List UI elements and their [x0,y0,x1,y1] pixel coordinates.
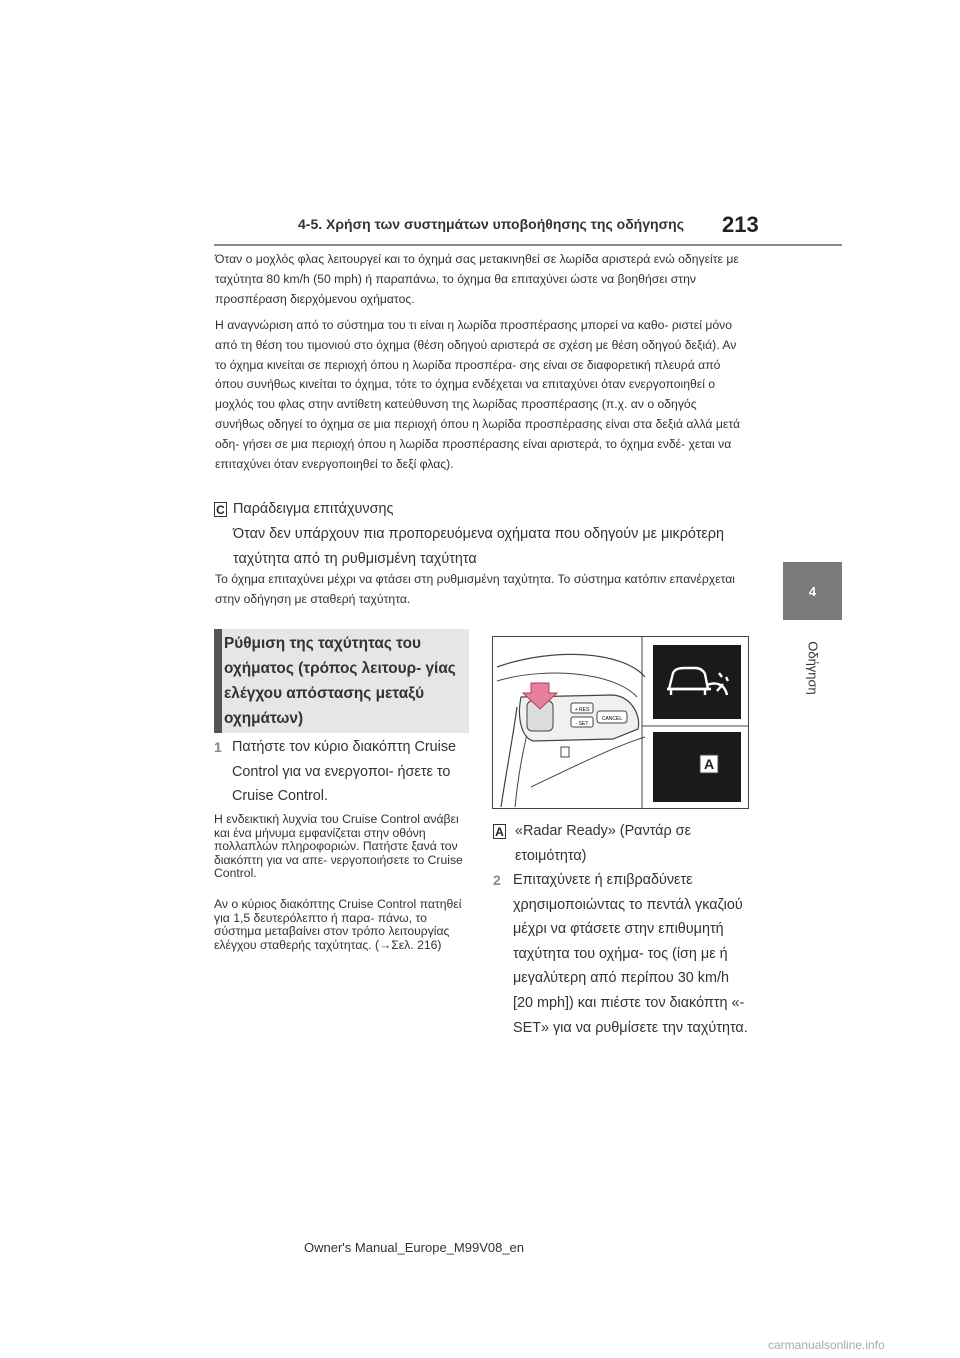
radar-ready-display [653,732,741,802]
marker-c: C [214,502,227,517]
section-heading: Ρύθμιση της ταχύτητας του οχήματος (τρόπος λειτουρ- γίας ελέγχου απόστασης μεταξύ οχημάτων) [224,635,456,727]
chapter-tab[interactable]: 4 [783,562,842,620]
footer-text: Owner's Manual_Europe_M99V08_en [304,1240,525,1255]
example-body: Το όχημα επιταχύνει μέχρι να φτάσει στη ρυθμισμένη ταχύτητα. Το σύστημα κατόπιν επανέρχεται στην οδήγηση με σταθερή ταχύτητα. [215,572,735,606]
steering-switch-figure [492,636,749,809]
example-subtitle: Όταν δεν υπάρχουν πια προπορευόμενα οχήματα που οδηγούν με μικρότερη ταχύτητα από τη ρυθμισμένη ταχύτητα [233,526,724,567]
chapter-label-text: Οδήγηση [805,641,821,695]
watermark: carmanualsonline.info [768,1338,885,1352]
step-1-number: 1 [214,739,222,755]
figure-caption: «Radar Ready» (Ραντάρ σε ετοιμότητα) [515,823,691,864]
chapter-label [790,628,836,708]
page-number: 213 [722,212,759,237]
cruise-indicator-display [653,645,741,719]
paragraph-overtake: Όταν ο μοχλός φλας λειτουργεί και το όχημά σας μετακινηθεί σε λωρίδα αριστερά ενώ οδηγείτε με ταχύτητα 80 km/h (50 mph) ή παραπάνω, το όχημα θα επιταχύνει ώστε να βοηθήσει στην προσπέραση διερχόμενου οχήματος. [215,252,739,306]
step-1-note-2: Αν ο κύριος διακόπτης Cruise Control πατηθεί για 1,5 δευτερόλεπτο ή παρα- πάνω, το σύστημα μεταβαίνει στον τρόπο λειτουργίας ελέγχου σταθερής ταχύτητας. (→Σελ. 216) [214,897,462,952]
paragraph-recognition: Η αναγνώριση από το σύστημα του τι είναι η λωρίδα προσπέρασης μπορεί να καθο- ριστεί μόνο από τη θέση του τιμονιού στο όχημα (θέση οδηγού αριστερά σε σχέση με θέση οδηγού δεξιά). Αν το όχημα κινείται σε περιοχή όπου η λωρίδα προσπέρα- σης είναι σε διαφορετική πλευρά από όπου συνήθως κινείται το όχημα, τότε το όχημα ενδέχεται να επιταχύνει όταν ενεργοποιηθεί ο μοχλός του φλας στην αντίθετη κατεύθυνση της λωρίδας προσπέρασης (π.χ. αν ο οδηγός συνήθως οδηγεί το όχημα σε μια περιοχή όπου η λωρίδα προσπέρασης είναι στα δεξιά αλλά μετά οδη- γήσει σε μια περιοχή όπου η λωρίδα προσπέρασης είναι αριστερά, το όχημα ενδέ- χεται να επιταχύνει όταν ενεργοποιηθεί το δεξί φλας). [215,318,741,471]
example-title: Παράδειγμα επιτάχυνσης [233,501,394,517]
figure-marker-a: A [703,756,715,772]
step-1-text: Πατήστε τον κύριο διακόπτη Cruise Control για να ενεργοποι- ήσετε το Cruise Control. [232,739,457,805]
cancel-button-label: CANCEL [601,716,623,722]
res-button-label: + RES [574,707,590,713]
header-title: 4-5. Χρήση των συστημάτων υποβοήθησης της οδήγησης [298,216,684,232]
header-divider [214,244,842,246]
step-1-note-1: Η ενδεικτική λυχνία του Cruise Control ανάβει και ένα μήνυμα εμφανίζεται στην οθόνη πολλαπλών πληροφοριών. Πατήστε ξανά τον διακόπτη για να απε- νεργοποιήσετε το Cruise Control. [214,812,463,881]
caption-marker-a: A [493,824,506,839]
steering-switch-illustration [493,637,748,808]
section-heading-bar [214,629,222,733]
step-2-text: Επιταχύνετε ή επιβραδύνετε χρησιμοποιώντας το πεντάλ γκαζιού μέχρι να φτάσετε στην επιθυμητή ταχύτητα του οχήμα- τος (ίση με ή μεγαλύτερη από περίπου 30 km/h [20 mph]) και πιέστε τον διακόπτη «-SET» για να ρυθμίσετε την ταχύτητα. [513,872,748,1036]
step-2-number: 2 [493,872,501,888]
section-heading-box [214,629,469,733]
set-button-label: - SET [575,721,589,727]
